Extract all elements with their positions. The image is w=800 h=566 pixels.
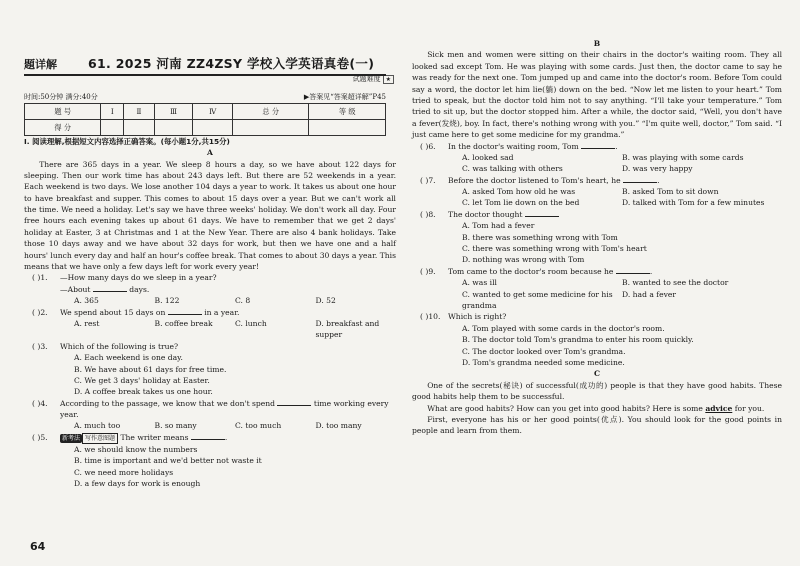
question-8: ( )8. The doctor thought xyxy=(412,209,782,220)
option[interactable]: C. wanted to get some medicine for his grandma xyxy=(462,289,613,310)
passage-c-paragraph-1: One of the secrets(秘诀) of successful(成功的) people is that they have good habits. These good habits help them to be successful. xyxy=(412,380,782,402)
exam-title: 61. 2025 河南 ZZ4ZSY 学校入学英语真卷(一) xyxy=(88,56,375,71)
passage-b-heading: B xyxy=(593,39,601,48)
option[interactable]: C. too much xyxy=(235,421,282,431)
question-1-line2 xyxy=(24,284,396,295)
question-stem-part: —About xyxy=(60,284,91,294)
option[interactable]: C. We get 3 days' holiday at Easter. xyxy=(74,375,210,385)
score-cell[interactable] xyxy=(124,120,155,136)
question-stem: —How many days do we sleep in a year? xyxy=(60,273,217,283)
option[interactable]: A. asked Tom how old he was xyxy=(462,187,576,197)
difficulty-label: 试题难度 xyxy=(352,75,381,83)
option[interactable]: B. coffee break xyxy=(154,318,213,328)
option[interactable]: A. 365 xyxy=(74,296,99,306)
score-cell: 总 分 xyxy=(233,104,309,120)
score-cell[interactable] xyxy=(101,120,124,136)
score-cell: 题 号 xyxy=(25,104,101,120)
options xyxy=(412,277,782,288)
underlined-word: advice xyxy=(705,403,733,413)
brand-logo: 題详解 xyxy=(24,58,57,71)
answer-blank[interactable] xyxy=(93,284,127,292)
option[interactable]: C. we need more holidays xyxy=(74,467,174,477)
difficulty-value: ★ xyxy=(383,75,394,84)
score-cell: Ⅱ xyxy=(124,104,155,120)
passage-c-paragraph-3: First, everyone has his or her good points(优点). You should look for the good points in people and learn from them. xyxy=(412,414,782,436)
option[interactable]: D. 52 xyxy=(315,296,336,306)
question-6: ( )6. In the doctor's waiting room, Tom . xyxy=(420,141,618,151)
new-format-tag: 新考法 xyxy=(62,434,81,442)
passage-text: What are good habits? How can you get into good habits? Here is some xyxy=(427,403,703,413)
question-number: )4. xyxy=(37,398,48,408)
options xyxy=(24,295,396,306)
option[interactable]: A. looked sad xyxy=(462,152,514,162)
question-stem-part: time working every year. xyxy=(60,398,389,420)
option[interactable]: B. there was something wrong with Tom xyxy=(462,232,618,242)
option[interactable]: A. Each weekend is one day. xyxy=(74,353,183,363)
option[interactable]: B. 122 xyxy=(154,296,180,306)
score-cell: 得 分 xyxy=(25,120,101,136)
option[interactable]: C. lunch xyxy=(235,318,267,328)
answer-blank[interactable] xyxy=(616,266,650,274)
answer-blank[interactable] xyxy=(191,432,225,440)
option[interactable]: C. there was something wrong with Tom's heart xyxy=(462,244,647,254)
option[interactable]: B. The doctor told Tom's grandma to enter his room quickly. xyxy=(462,335,694,345)
option[interactable]: D. A coffee break takes us one hour. xyxy=(74,387,213,397)
question-number: )10. xyxy=(425,312,441,322)
score-table xyxy=(24,103,386,136)
option[interactable]: D. breakfast and supper xyxy=(315,318,380,340)
option[interactable]: C. The doctor looked over Tom's grandma. xyxy=(462,346,626,356)
question-stem-part: According to the passage, we know that we don't spend xyxy=(60,398,276,408)
answer-reference: ▶答案见“答案超详解”P45 xyxy=(303,93,386,101)
option[interactable]: A. rest xyxy=(74,318,100,328)
question-number: )5. xyxy=(37,432,48,442)
answer-blank[interactable] xyxy=(277,398,311,406)
question-2: ( )2. We spend about 15 days on in a year. xyxy=(32,307,240,317)
option[interactable]: B. so many xyxy=(154,421,197,431)
question-3: ( )3. Which of the following is true? xyxy=(32,341,179,351)
score-header-row xyxy=(25,104,386,120)
option[interactable]: D. nothing was wrong with Tom xyxy=(462,255,585,265)
passage-c-heading: C xyxy=(593,369,601,379)
options xyxy=(412,152,782,163)
option[interactable]: A. much too xyxy=(74,421,121,431)
exam-meta xyxy=(24,92,386,102)
score-cell[interactable] xyxy=(154,120,193,136)
option[interactable]: B. We have about 61 days for free time. xyxy=(74,364,227,374)
header-rule xyxy=(24,74,386,76)
question-stem: In the doctor's waiting room, Tom xyxy=(448,141,579,151)
option[interactable]: A. Tom had a fever xyxy=(462,221,535,231)
question-10: ( )10. Which is right? xyxy=(420,312,507,322)
answer-blank[interactable] xyxy=(581,141,615,149)
question-stem: Which of the following is true? xyxy=(60,341,179,351)
passage-b: Sick men and women were sitting on their chairs in the doctor's waiting room. They all looked sad except Tom. He was playing with some cards. Just then, the doctor came to say he was ready for the next one. Tom jumped up and came into the doctor's room. Before Tom could say a word, the doctor let him lie(躺) down on the bed. “Now let me listen to your heart.” Tom tried to speak, but the doctor told him not to say anything. “I'll take your temperature.” Tom tried to sit up, but the doctor stopped him. After a while, the doctor said, “Well, you don't have a fever(发烧), boy. In fact, there's nothing wrong with you.” “I'm quite well, doctor,” Tom said. “I just came here to get some medicine for my grandma.” xyxy=(412,50,782,140)
option[interactable]: C. let Tom lie down on the bed xyxy=(462,198,580,208)
option[interactable]: D. a few days for work is enough xyxy=(74,479,201,489)
question-4: ( )4. According to the passage, we know that we don't spend time working every year. xyxy=(32,398,389,420)
answer-blank[interactable] xyxy=(525,209,559,217)
question-number: )1. xyxy=(37,273,48,283)
question-stem: Tom came to the doctor's room because he xyxy=(448,266,614,276)
option[interactable]: D. too many xyxy=(315,421,362,431)
score-value-row xyxy=(25,120,386,136)
question-stem-part: The writer means xyxy=(120,432,189,442)
right-column xyxy=(412,38,782,437)
options xyxy=(412,186,782,197)
passage-text: for you. xyxy=(734,403,765,413)
question-number: )9. xyxy=(425,266,436,276)
question-stem: Before the doctor listened to Tom's heart, he xyxy=(448,175,621,185)
question-type-tag: 写作意图题 xyxy=(82,433,118,444)
options xyxy=(412,163,782,174)
option[interactable]: C. 8 xyxy=(235,296,251,306)
exam-header xyxy=(24,54,394,83)
question-stem-part: We spend about 15 days on xyxy=(60,307,166,317)
question-1: ( )1. —How many days do we sleep in a year? xyxy=(32,273,217,283)
question-9: ( )9. Tom came to the doctor's room because he . xyxy=(420,266,653,276)
score-cell[interactable] xyxy=(233,120,309,136)
question-stem: Which is right? xyxy=(448,312,507,322)
option[interactable]: B. time is important and we'd better not waste it xyxy=(74,456,262,466)
options xyxy=(412,197,782,208)
score-cell: 等 级 xyxy=(309,104,386,120)
score-cell: Ⅳ xyxy=(193,104,233,120)
option[interactable]: A. we should know the numbers xyxy=(74,444,198,454)
score-cell: Ⅰ xyxy=(101,104,124,120)
passage-a-heading: A xyxy=(207,148,213,158)
answer-blank[interactable] xyxy=(168,307,202,315)
option[interactable]: B. was playing with some cards xyxy=(622,152,744,162)
question-stem: The doctor thought xyxy=(448,209,523,219)
question-number: )7. xyxy=(425,175,436,185)
time-score: 时间:50分钟 满分:40分 xyxy=(24,93,98,101)
question-number: )8. xyxy=(425,209,436,219)
option[interactable]: D. had a fever xyxy=(622,289,676,299)
option[interactable]: A. Tom played with some cards in the doctor's room. xyxy=(462,323,665,333)
options xyxy=(412,289,782,312)
question-5: ( )5. 新考法 写作意图题 The writer means . xyxy=(32,432,228,442)
options xyxy=(24,318,396,341)
question-7: ( )7. Before the doctor listened to Tom's heart, he . xyxy=(420,175,660,185)
section-instruction: Ⅰ. 阅读理解,根据短文内容选择正确答案。(每小题1分,共15分) xyxy=(24,137,230,146)
option[interactable]: D. talked with Tom for a few minutes xyxy=(622,198,765,208)
option[interactable]: C. was talking with others xyxy=(462,164,563,174)
passage-a: There are 365 days in a year. We sleep 8 hours a day, so we have about 122 days for sleeping. Then our work time has about 243 days left. But there are 52 weekends in a year. Each weekend is two days. We lose another 104 days a year to work. It takes us about one hour to have breakfast and supper. This comes to about 15 days over a year. But we can't work all the time. We need a holiday. Let's say we have three weeks' holiday. We don't work all day. Four free hours each evening takes up about 61 days. We have to remember that we get 2 days' holiday at Easter, 3 at Christmas and 1 at the New Year. There are also 4 bank holidays. Take those 10 days away and we have about 32 days for work, but then we have one and a half hours' lunch every day and half an hour's coffee break. That comes to about 30 days a year. This means that we have only a few days left for work every year! xyxy=(24,159,396,272)
question-number: )3. xyxy=(37,341,48,351)
passage-c-paragraph-2 xyxy=(412,403,782,414)
left-column xyxy=(24,136,396,489)
question-stem-part: days. xyxy=(129,284,150,294)
option[interactable]: B. asked Tom to sit down xyxy=(622,187,719,197)
page-number: 64 xyxy=(30,540,46,553)
score-cell[interactable] xyxy=(193,120,233,136)
answer-blank[interactable] xyxy=(623,175,657,183)
question-number: )6. xyxy=(425,141,436,151)
question-stem-part: in a year. xyxy=(204,307,240,317)
question-number: )2. xyxy=(37,307,48,317)
score-cell[interactable] xyxy=(309,120,386,136)
options xyxy=(24,420,396,431)
option[interactable]: D. was very happy xyxy=(622,164,693,174)
option[interactable]: A. was ill xyxy=(462,278,497,288)
option[interactable]: D. Tom's grandma needed some medicine. xyxy=(462,357,625,367)
option[interactable]: B. wanted to see the doctor xyxy=(622,278,729,288)
score-cell: Ⅲ xyxy=(154,104,193,120)
